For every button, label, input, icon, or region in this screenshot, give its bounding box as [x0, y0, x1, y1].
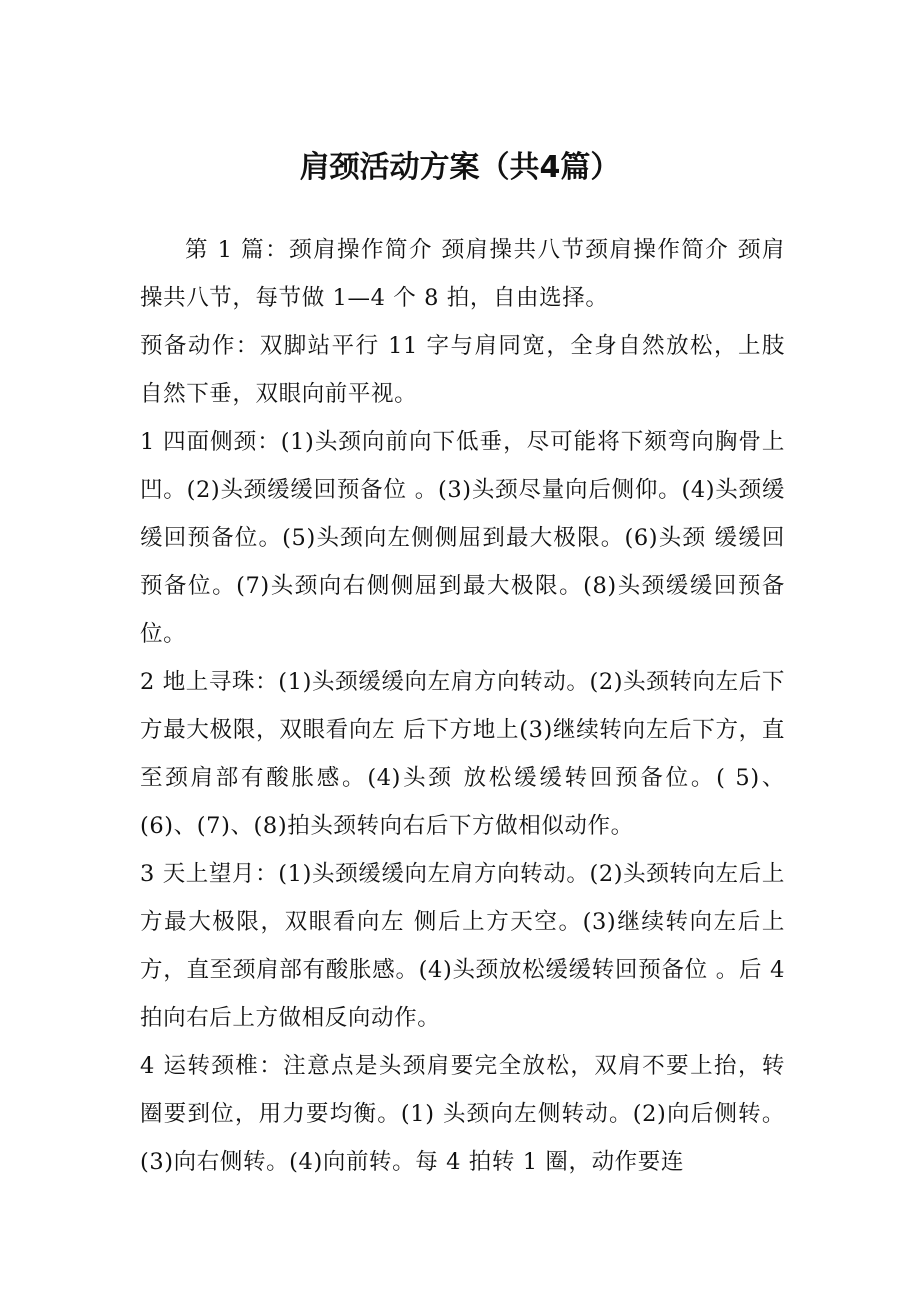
paragraph-section-4: 4 运转颈椎：注意点是头颈肩要完全放松，双肩不要上抬，转圈要到位，用力要均衡。(1) 头颈向左侧转动。(2)向后侧转。(3)向右侧转。(4)向前转。每 4 拍转 1 圈，动作要连 — [140, 1053, 785, 1175]
paragraph-section-1: 1 四面侧颈：(1)头颈向前向下低垂，尽可能将下颏弯向胸骨上凹。(2)头颈缓缓回预备位 。(3)头颈尽量向后侧仰。(4)头颈缓缓回预备位。(5)头颈向左侧侧屈到最大极限。(6)头颈 缓缓回预备位。(7)头颈向右侧侧屈到最大极限。(8)头颈缓缓回预备位。 — [140, 429, 785, 647]
paragraph-preparation: 预备动作：双脚站平行 11 字与肩同宽，全身自然放松，上肢自然下垂，双眼向前平视。 — [140, 333, 785, 407]
paragraph-section-3: 3 天上望月：(1)头颈缓缓向左肩方向转动。(2)头颈转向左后上方最大极限，双眼看向左 侧后上方天空。(3)继续转向左后上方，直至颈肩部有酸胀感。(4)头颈放松缓缓转回预备位 。后 4 拍向右后上方做相反向动作。 — [140, 861, 785, 1031]
document-title: 肩颈活动方案（共4篇） — [299, 150, 621, 185]
document-body — [140, 226, 785, 1186]
paragraph-intro: 第 1 篇：颈肩操作简介 颈肩操共八节颈肩操作简介 颈肩操共八节，每节做 1—4 个 8 拍，自由选择。 — [140, 237, 785, 311]
paragraph-section-2: 2 地上寻珠：(1)头颈缓缓向左肩方向转动。(2)头颈转向左后下方最大极限，双眼看向左 后下方地上(3)继续转向左后下方，直至颈肩部有酸胀感。(4)头颈 放松缓缓转回预备位。( 5)、(6)、(7)、(8)拍头颈转向右后下方做相似动作。 — [140, 669, 785, 839]
